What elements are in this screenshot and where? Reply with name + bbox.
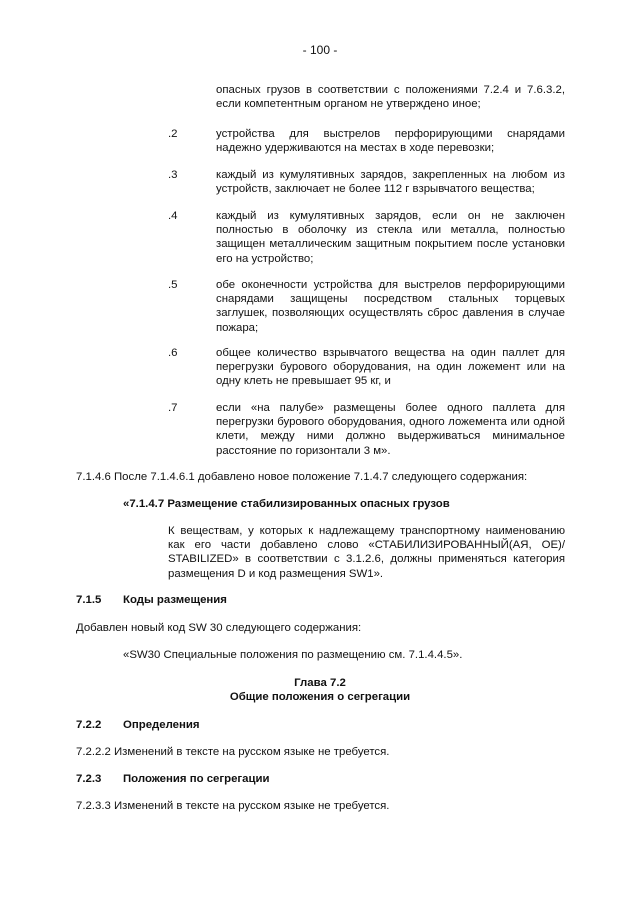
continuation-text: опасных грузов в соответствии с положениями 7.2.4 и 7.6.3.2, если компетентным органом не утверждено иное;	[216, 84, 565, 111]
chapter-subtitle: Общие положения о сегрегации	[229, 691, 411, 703]
paragraph-added-code: Добавлен новый код SW 30 следующего содержания:	[76, 622, 362, 634]
list-item-text: каждый из кумулятивных зарядов, закрепленных на любом из устройств, заключает не более 112 г взрывчатого вещества;	[216, 169, 565, 196]
list-item-text: обе оконечности устройства для выстрелов перфорирующими снарядами защищены посредством стальных торцевых заглушек, позволяющих осуществлять сброс давления в случае пожара;	[216, 279, 565, 334]
section-title: Положения по сегрегации	[123, 773, 270, 785]
list-item-text: каждый из кумулятивных зарядов, если он не заключен полностью в оболочку из стекла или металла, полностью защищен металлическим защитным покрытием после установки его на устройство;	[216, 210, 565, 265]
list-item-text: если «на палубе» размещены более одного паллета для перегрузки бурового оборудования, одного ложемента или одной клети, между ними должно выдерживаться минимальное расстояние по горизонтали 3 м».	[216, 402, 565, 457]
section-number: 7.2.2	[76, 719, 102, 731]
list-item-number: .3	[168, 169, 178, 181]
paragraph-7146: 7.1.4.6 После 7.1.4.6.1 добавлено новое положение 7.1.4.7 следующего содержания:	[76, 471, 528, 483]
page-number: - 100 -	[302, 43, 338, 57]
paragraph-sw30: «SW30 Специальные положения по размещению см. 7.1.4.4.5».	[123, 649, 463, 661]
list-item-number: .5	[168, 279, 178, 291]
section-number: 7.2.3	[76, 773, 102, 785]
list-item-number: .2	[168, 128, 178, 140]
chapter-title: Глава 7.2	[294, 677, 346, 689]
section-number: 7.1.5	[76, 594, 102, 606]
subheading-7147: «7.1.4.7 Размещение стабилизированных опасных грузов	[123, 498, 450, 510]
list-item-number: .4	[168, 210, 178, 222]
list-item-text: общее количество взрывчатого вещества на один паллет для перегрузки бурового оборудования, на один ложемент или на одну клеть не превышает 95 кг, и	[216, 347, 565, 388]
paragraph-7222: 7.2.2.2 Изменений в тексте на русском языке не требуется.	[76, 746, 390, 758]
paragraph-7233: 7.2.3.3 Изменений в тексте на русском языке не требуется.	[76, 800, 390, 812]
paragraph-7147: К веществам, у которых к надлежащему транспортному наименованию как его части добавлено слово «СТАБИЛИЗИРОВАННЫЙ(АЯ, ОЕ)/ STABILIZED» в соответствии с 3.1.2.6, должны применяться категория размещения D и код размещения SW1».	[168, 525, 565, 580]
section-title: Определения	[123, 719, 200, 731]
list-item-text: устройства для выстрелов перфорирующими снарядами надежно удерживаются на местах в ходе перевозки;	[216, 128, 565, 155]
list-item-number: .7	[168, 402, 178, 414]
section-title: Коды размещения	[123, 594, 227, 606]
list-item-number: .6	[168, 347, 178, 359]
